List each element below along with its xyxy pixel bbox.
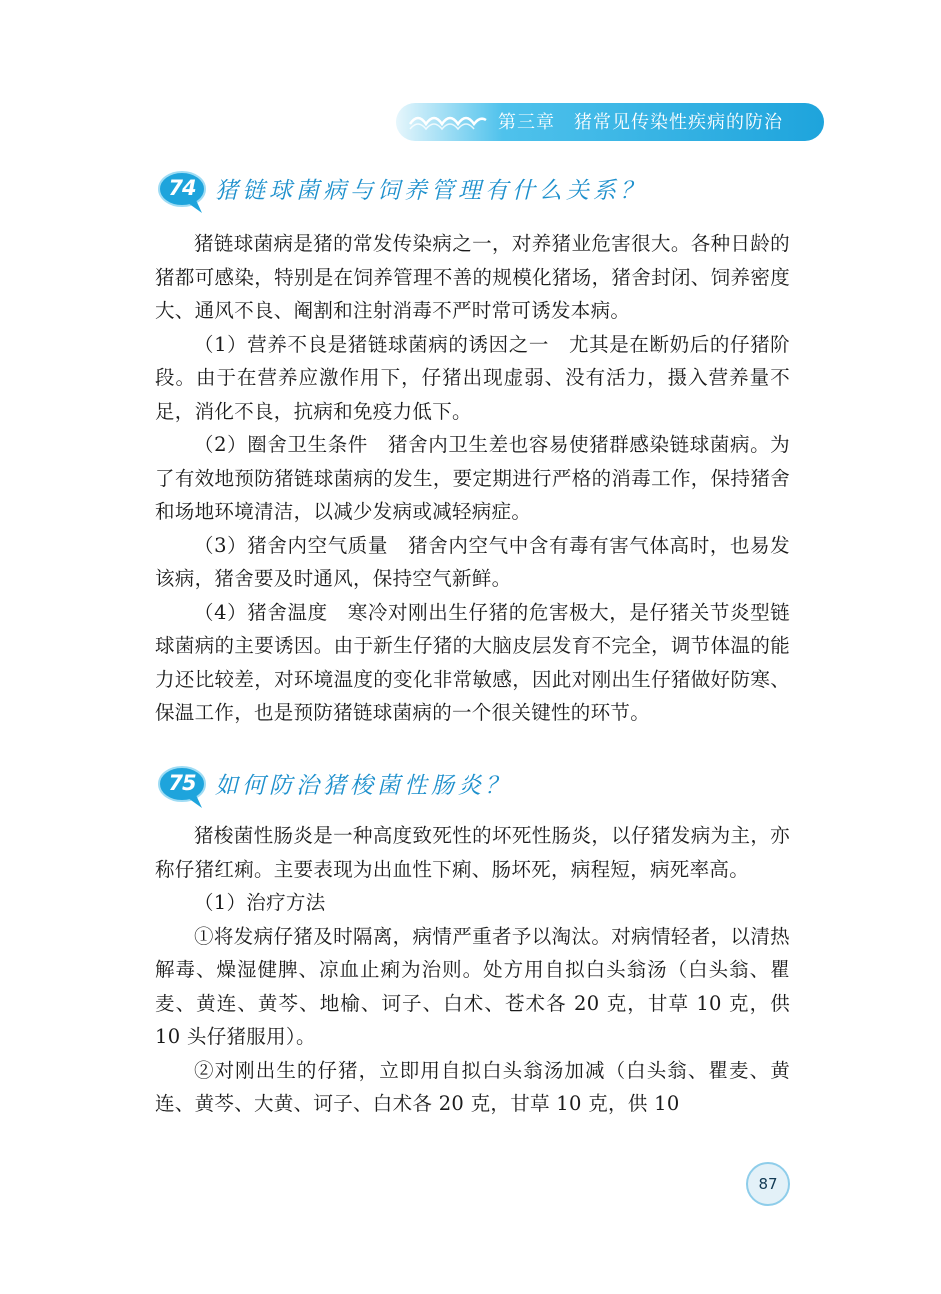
body-paragraph: ②对刚出生的仔猪，立即用自拟白头翁汤加减（白头翁、瞿麦、黄连、黄芩、大黄、诃子、白术各 20 克，甘草 10 克，供 10 (155, 1058, 790, 1115)
section-body (155, 227, 790, 730)
body-paragraph: （2）圈舍卫生条件 猪舍内卫生差也容易使猪群感染链球菌病。为了有效地预防猪链球菌病的发生，要定期进行严格的消毒工作，保持猪舍和场地环境清洁，以减少发病或减轻病症。 (155, 433, 790, 523)
body-paragraph: （3）猪舍内空气质量 猪舍内空气中含有毒有害气体高时，也易发该病，猪舍要及时通风，保持空气新鲜。 (155, 533, 790, 590)
question-title: 如何防治猪梭菌性肠炎？ (215, 773, 512, 799)
body-paragraph: ①将发病仔猪及时隔离，病情严重者予以淘汰。对病情轻者，以清热解毒、燥湿健脾、凉血止痢为治则。处方用自拟白头翁汤（白头翁、瞿麦、黄连、黄芩、地榆、诃子、白术、苍术各 20 克，甘草 10 克，供 10 头仔猪服用）。 (155, 924, 790, 1048)
section-body (155, 819, 790, 1121)
question-title: 猪链球菌病与饲养管理有什么关系？ (215, 178, 647, 204)
question-number: 74 (168, 176, 196, 200)
body-paragraph: （1）营养不良是猪链球菌病的诱因之一 尤其是在断奶后的仔猪阶段。由于在营养应激作用下，仔猪出现虚弱、没有活力，摄入营养量不足，消化不良，抗病和免疫力低下。 (155, 332, 790, 423)
chapter-title: 第三章 猪常见传染性疾病的防治 (498, 112, 783, 133)
body-paragraph: （4）猪舍温度 寒冷对刚出生仔猪的危害极大，是仔猪关节炎型链球菌病的主要诱因。由于新生仔猪的大脑皮层发育不完全，调节体温的能力还比较差，对环境温度的变化非常敏感，因此对刚出生仔猪做好防寒、保温工作，也是预防猪链球菌病的一个很关键性的环节。 (155, 600, 790, 724)
page-number: 87 (746, 1162, 790, 1206)
question-number: 75 (168, 771, 196, 795)
wave-decoration-icon (408, 110, 488, 132)
body-paragraph: 猪梭菌性肠炎是一种高度致死性的坏死性肠炎，以仔猪发病为主，亦称仔猪红痢。主要表现为出血性下痢、肠坏死，病程短，病死率高。 (155, 824, 790, 881)
question-number-badge (158, 765, 212, 811)
question-number-badge (158, 170, 212, 216)
body-paragraph: （1）治疗方法 (194, 891, 326, 914)
body-paragraph: 猪链球菌病是猪的常发传染病之一，对养猪业危害很大。各种日龄的猪都可感染，特别是在饲养管理不善的规模化猪场，猪舍封闭、饲养密度大、通风不良、阉割和注射消毒不严时常可诱发本病。 (155, 232, 790, 322)
